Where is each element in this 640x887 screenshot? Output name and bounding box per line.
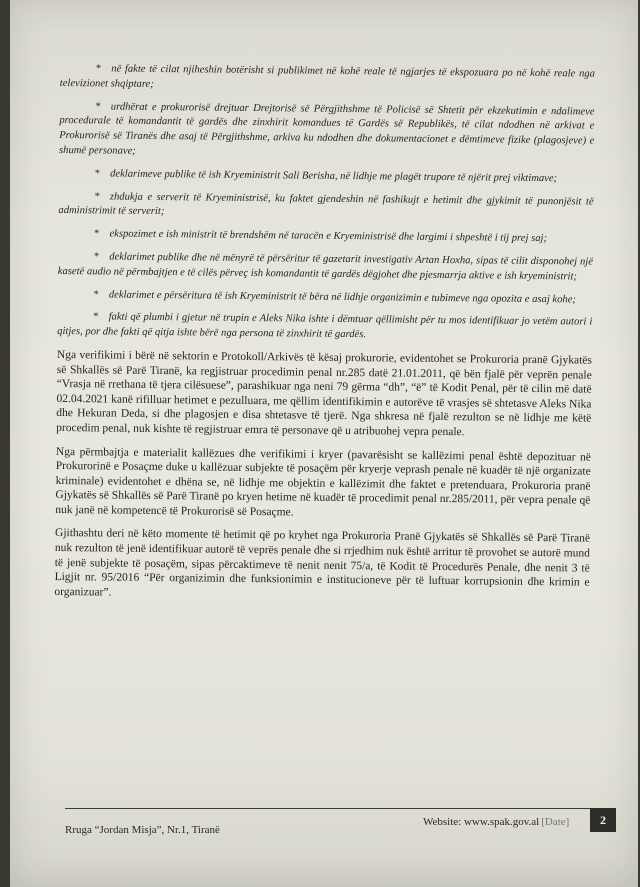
bullet-text: deklarimeve publike të ish Kryeministrit Sali Berisha, në lidhje me plagët trupore të njërit prej viktimave;	[110, 168, 558, 184]
bullet-text: në fakte të cilat njiheshin botërisht si publikimet në kohë reale të ngjarjes të ekspozuara po në kohë reale nga televizionet shqiptare;	[59, 63, 595, 90]
bullet-marker: *	[95, 63, 102, 75]
bullet-marker: *	[95, 100, 101, 113]
bullet-marker: *	[94, 168, 101, 180]
bullet-item	[59, 100, 595, 165]
bullet-marker: *	[94, 228, 100, 240]
bullet-text: fakti që plumbi i gjetur në trupin e Aleks Nika ishte i dëmtuar qëllimisht për tu mos identifikuar jo vetëm autori i qitjes, por dhe fakti që qitja ishte bërë nga persona të zinxhirit të gardës.	[57, 311, 593, 341]
bullet-marker: *	[93, 251, 100, 263]
bullet-item	[57, 310, 592, 345]
bullet-text: deklarimet publike dhe në mënyrë të përsëritur të gazetarit investigativ Artan Hoxha, sipas të cilit disponohej një kasetë audio në përmbajtjen e të cilës përveç ish komandantit të gardës dëgjohet dhe pjesmarrja aktive e ish kryeministrit;	[57, 251, 593, 283]
footer-address: Rruga “Jordan Misja”, Nr.1, Tiranë	[65, 824, 220, 836]
bullet-item	[59, 167, 594, 187]
page-number: 2	[590, 808, 616, 832]
bullet-marker: *	[93, 311, 99, 323]
bullet-item	[58, 227, 593, 247]
bullet-text: ekspozimet e ish ministrit të brendshëm në taracën e Kryeministrisë dhe largimi i shpeshtë i tij prej saj;	[109, 228, 548, 245]
document-page	[10, 0, 638, 887]
paragraph-list	[54, 348, 592, 605]
bullet-item	[58, 250, 593, 285]
bullet-text: deklarimet e përsëritura të ish Kryeministrit të bëra në lidhje organizimin e tubimeve nga opozita e asaj kohe;	[108, 289, 577, 305]
website-text: Website: www.spak.gov.al	[423, 816, 540, 828]
bullet-list	[57, 62, 595, 346]
footer-rule	[65, 808, 595, 809]
bullet-item	[58, 190, 593, 225]
bullet-text: zhdukja e serverit të Kryeministrisë, ku faktet gjendeshin në fashikujt e hetimit dhe gjykimit të punonjësit të administrimit të serverit;	[58, 191, 594, 218]
document-body	[54, 62, 595, 614]
bullet-marker: *	[93, 288, 99, 300]
page-footer	[65, 808, 605, 848]
body-paragraph: Gjithashtu deri në këto momente të hetimit që po kryhet nga Prokuroria Pranë Gjykatës së Shkallës së Parë Tiranë nuk rezulton të jenë identifikuar autorë të veprës penale dhe si rrjedhim nuk është arritur të provohet se autorë mund të jenë subjekte të posaçëm, sipas përcaktimeve të nenit nenit 75/a, të Kodit të Procedurës Penale, dhe nenit 3 të Ligjit nr. 95/2016 “Për organizimin dhe funksionimin e institucioneve për të luftuar korrupsionin dhe krimin e organizuar”.	[54, 527, 591, 599]
bullet-marker: *	[94, 190, 100, 203]
bullet-item	[57, 288, 592, 308]
footer-website	[423, 816, 569, 828]
body-paragraph: Nga verifikimi i bërë në sektorin e Protokoll/Arkivës të kësaj prokurorie, evidentohet se Prokuroria pranë Gjykatës së Shkallës së Parë Tiranë, ka regjistruar procedimin penal nr.285 datë 21.01.2011, që bën fjalë për veprën penale “Vrasja në rrethana të tjera cilësuese”, parashikuar nga neni 79 gërma “dh”, “ë” të Kodit Penal, për të cilin më datë 02.04.2021 kanë rifilluar hetimet e pezulluara, me qëllim identifikimin e autorëve të vrasjes së shtetasve Aleks Nika dhe Hekuran Deda, si dhe plagosjen e disa shtetasve të tjerë. Nga shkresa në fjalë rezulton se në lidhje me këtë procedim penal, nuk kishte të regjistruar emra të personave që u atribuohej vepra penale.	[56, 348, 592, 439]
body-paragraph: Nga përmbajtja e materialit kallëzues dhe verifikimi i kryer (pavarësisht se kallëzimi penal është depozituar në Prokurorinë e Posaçme duke u kallëzuar subjekte të posaçëm për kryerje veprash penale në kuadër të një organizate kriminale) evidentohet e dhëna se, në lidhje me objektin e kallëzimit dhe faktet e pretenduara, Prokuroria pranë Gjykatës së Shkallës së Parë Tiranë po kryen hetime në kuadër të procedimit penal nr.285/2011, për vepra penale që nuk janë në kompetencë të Prokurorisë së Posaçme.	[55, 445, 591, 519]
bullet-text: urdhërat e prokurorisë drejtuar Drejtorisë së Përgjithshme të Policisë së Shtetit për ekzekutimin e ndalimeve procedurale të komandantit të gardës dhe zinxhirit komandues të Gardës së Republikës, të cilat ndodhen në arkivat e Prokurorisë së Tiranës dhe asaj të Përgjithshme, arkiva ku ndodhen dhe dokumentacionet e dëmtimeve fizike (plagosjeve) e shumë personave;	[59, 101, 595, 157]
bullet-item	[60, 62, 595, 97]
date-field: [Date]	[541, 816, 570, 828]
